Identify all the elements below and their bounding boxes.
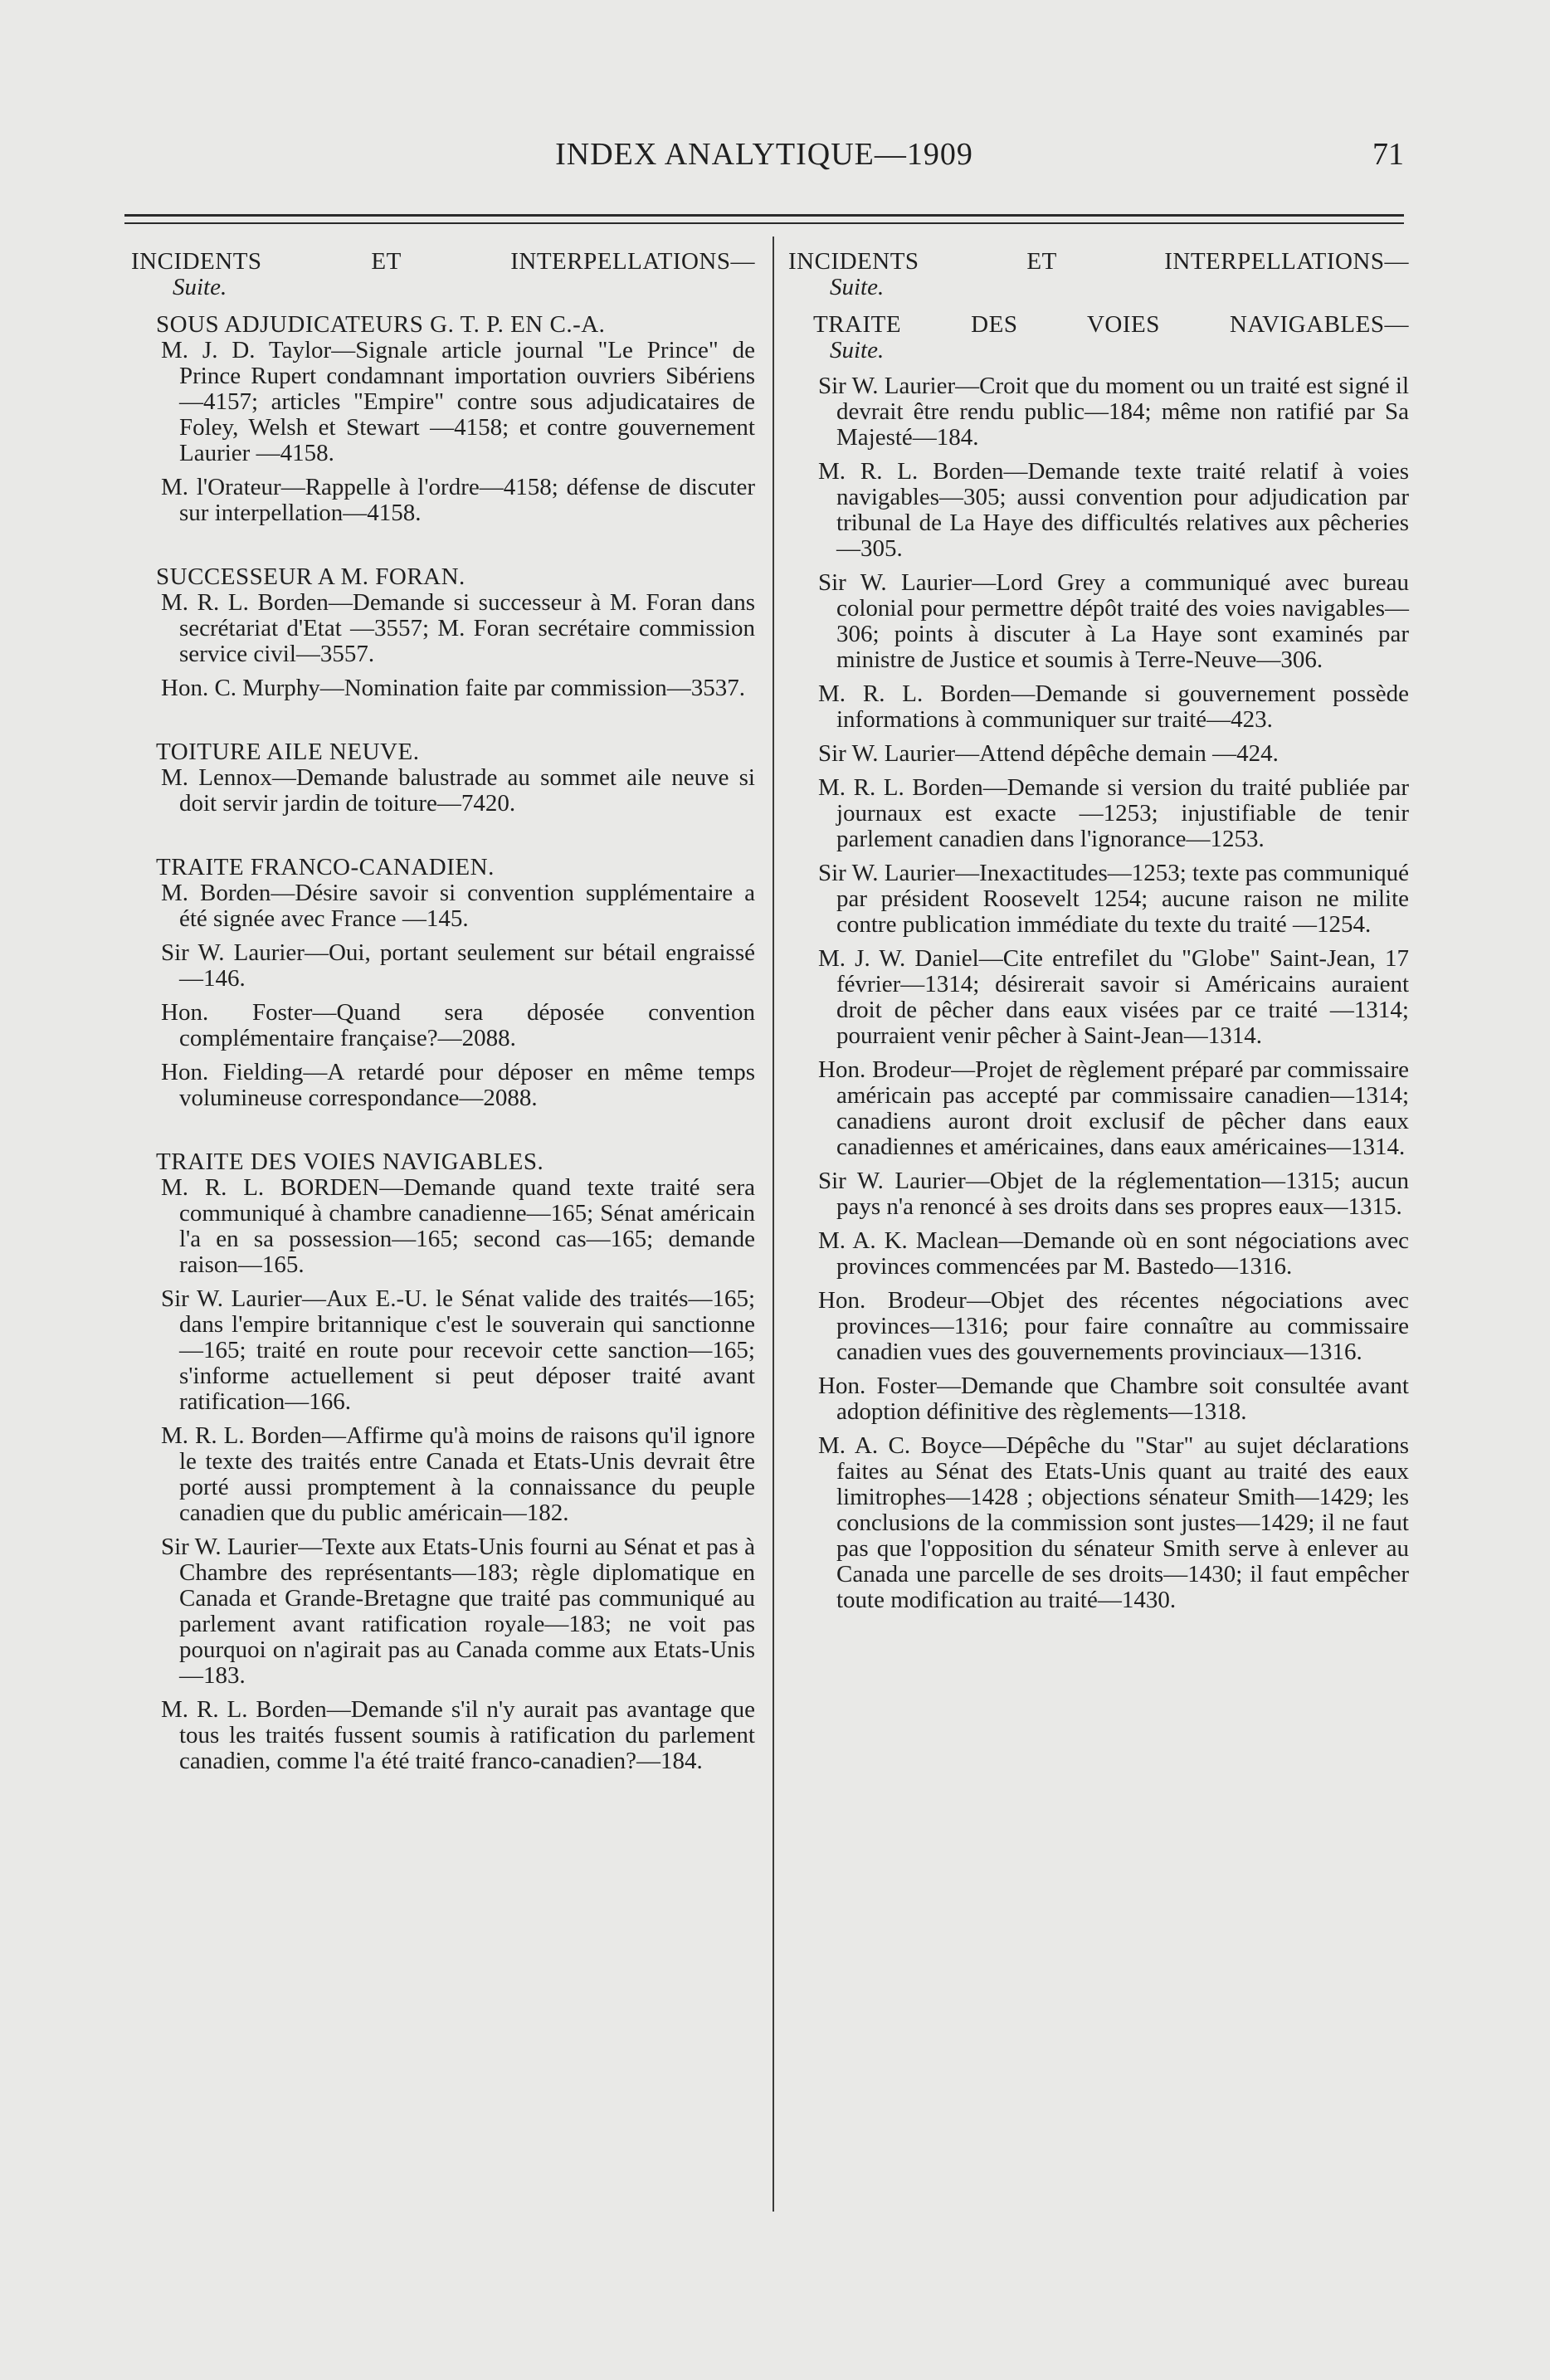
index-entry: M. Lennox—Demande balustrade au sommet aile neuve si doit servir jardin de toiture—7420. bbox=[161, 764, 755, 817]
index-entry: Sir W. Laurier—Texte aux Etats-Unis fourni au Sénat et pas à Chambre des représentants—183; règle diplomatique en Canada et Grande-Bretagne que traité pas communiqué au parlement avant ratification royale—183; ne voit pas pourquoi on n'agirait pas au Canada comme aux Etats-Unis—183. bbox=[161, 1534, 755, 1689]
index-entry: M. R. L. Borden—Demande si version du traité publiée par journaux est exacte —1253; injustifiable de tenir parlement canadien dans l'ignorance—1253. bbox=[818, 774, 1409, 852]
subsection-traite-franco-canadien bbox=[131, 855, 755, 1111]
index-entry: M. A. K. Maclean—Demande où en sont négociations avec provinces commencées par M. Bastedo—1316. bbox=[818, 1227, 1409, 1280]
subsection-title: TOITURE AILE NEUVE. bbox=[156, 739, 420, 765]
index-entry: M. Borden—Désire savoir si convention supplémentaire a été signée avec France —145. bbox=[161, 880, 755, 932]
right-column bbox=[788, 249, 1409, 1622]
index-entry: M. R. L. Borden—Demande texte traité relatif à voies navigables—305; aussi convention pour adjudication par tribunal de La Haye des difficultés relatives aux pêcheries—305. bbox=[818, 458, 1409, 562]
header-rule bbox=[124, 214, 1404, 217]
index-entry: M. R. L. Borden—Demande s'il n'y aurait pas avantage que tous les traités fussent soumis à ratification du parlement canadien, comme l'a été traité franco-canadien?—184. bbox=[161, 1696, 755, 1774]
index-entry: Sir W. Laurier—Oui, portant seulement sur bétail engraissé—146. bbox=[161, 939, 755, 992]
subsection-title: TRAITE DES VOIES NAVIGABLES. bbox=[156, 1149, 544, 1175]
index-entry: Sir W. Laurier—Objet de la réglementation—1315; aucun pays n'a renoncé à ses droits dans ses propres eaux—1315. bbox=[818, 1168, 1409, 1220]
subsection-successeur bbox=[131, 564, 755, 701]
subsection-traite-voies-navigables bbox=[131, 1149, 755, 1774]
subsection-toiture bbox=[131, 739, 755, 817]
index-entry: M. l'Orateur—Rappelle à l'ordre—4158; défense de discuter sur interpellation—4158. bbox=[161, 474, 755, 526]
index-entry: Sir W. Laurier—Inexactitudes—1253; texte pas communiqué par président Roosevelt 1254; aucune raison ne milite contre publication immédiate du texte du traité —1254. bbox=[818, 860, 1409, 938]
index-entry: Sir W. Laurier—Lord Grey a communiqué avec bureau colonial pour permettre dépôt traité des voies navigables—306; points à discuter à La Haye sont examinés par ministre de Justice et soumis à Terre-Neuve—306. bbox=[818, 569, 1409, 673]
running-head bbox=[124, 136, 1404, 186]
index-entry: Sir W. Laurier—Croit que du moment ou un traité est signé il devrait être rendu public—184; même non ratifié par Sa Majesté—184. bbox=[818, 373, 1410, 451]
index-entry: Hon. Brodeur—Projet de règlement préparé par commissaire américain pas accepté par commissaire canadien—1314; canadiens auront droit exclusif de pêcher dans eaux canadiennes et américaines, dans eaux américaines—1314. bbox=[818, 1056, 1409, 1160]
section-heading: INCIDENTS ET INTERPELLATIONS— bbox=[131, 248, 755, 275]
index-entry: Hon. Fielding—A retardé pour déposer en même temps volumineuse correspondance—2088. bbox=[161, 1059, 755, 1111]
index-entry: M. R. L. Borden—Demande si successeur à M. Foran dans secrétariat d'Etat —3557; M. Foran secrétaire commission service civil—3557. bbox=[161, 589, 755, 667]
subsection-sous-adjudicateurs bbox=[131, 312, 755, 526]
left-column bbox=[131, 249, 755, 1783]
index-entry: Hon. C. Murphy—Nomination faite par commission—3537. bbox=[161, 675, 745, 701]
section-heading-suite: Suite. bbox=[173, 274, 227, 300]
column-divider bbox=[773, 237, 774, 2212]
index-entry: Hon. Foster—Quand sera déposée convention complémentaire française?—2088. bbox=[161, 999, 755, 1051]
index-entry: M. J. W. Daniel—Cite entrefilet du "Globe" Saint-Jean, 17 février—1314; désirerait savoir si Américains auraient droit de pêcher dans eaux visées par ce traité —1314; pourraient venir pêcher à Saint-Jean—1314. bbox=[818, 945, 1409, 1049]
index-entry: Hon. Brodeur—Objet des récentes négociations avec provinces—1316; pour faire connaître au commissaire canadien vues des gouvernements provinciaux—1316. bbox=[818, 1287, 1409, 1365]
page-number: 71 bbox=[1372, 137, 1404, 172]
index-entry: M. R. L. BORDEN—Demande quand texte traité sera communiqué à chambre canadienne—165; Sénat américain l'a en sa possession—165; second cas—165; demande raison—165. bbox=[161, 1174, 755, 1278]
index-entry: Sir W. Laurier—Aux E.-U. le Sénat valide des traités—165; dans l'empire britannique c'est le souverain qui sanctionne—165; traité en route pour recevoir cette sanction—165; s'informe actuellement si peut déposer traité avant ratification—166. bbox=[161, 1285, 755, 1415]
index-entry: M. R. L. Borden—Affirme qu'à moins de raisons qu'il ignore le texte des traités entre Canada et Etats-Unis devrait être porté aussi promptement à la connaissance du peuple canadien que du public américain—182. bbox=[161, 1422, 755, 1526]
section-heading: INCIDENTS ET INTERPELLATIONS— bbox=[788, 248, 1409, 275]
index-entry: Sir W. Laurier—Attend dépêche demain —424. bbox=[818, 740, 1279, 767]
subsection-title-suite: Suite. bbox=[830, 337, 885, 363]
section-heading-suite: Suite. bbox=[830, 274, 885, 300]
index-entry: M. J. D. Taylor—Signale article journal "Le Prince" de Prince Rupert condamnant importation ouvriers Sibériens—4157; articles "Empire" contre sous adjudicataires de Foley, Welsh et Stewart —4158; et contre gouvernement Laurier —4158. bbox=[161, 337, 755, 466]
index-entry: M. R. L. Borden—Demande si gouvernement possède informations à communiquer sur traité—423. bbox=[818, 680, 1409, 733]
header-rule-secondary bbox=[124, 222, 1404, 224]
index-entry: Hon. Foster—Demande que Chambre soit consultée avant adoption définitive des règlements—1318. bbox=[818, 1373, 1409, 1425]
subsection-title: TRAITE DES VOIES NAVIGABLES— bbox=[813, 311, 1409, 338]
index-entry: M. A. C. Boyce—Dépêche du "Star" au sujet déclarations faites au Sénat des Etats-Unis quant au traité des eaux limitrophes—1428 ; objections sénateur Smith—1429; les conclusions de la commission sont justes—1429; il ne faut pas que l'opposition du sénateur Smith serve à enlever au Canada une parcelle de ses droits—1430; il faut empêcher toute modification au traité—1430. bbox=[818, 1432, 1409, 1613]
subsection-title: SOUS ADJUDICATEURS G. T. P. EN C.-A. bbox=[156, 311, 606, 338]
subsection-title: SUCCESSEUR A M. FORAN. bbox=[156, 563, 465, 590]
running-title: INDEX ANALYTIQUE—1909 bbox=[555, 137, 973, 172]
subsection-title: TRAITE FRANCO-CANADIEN. bbox=[156, 854, 495, 880]
